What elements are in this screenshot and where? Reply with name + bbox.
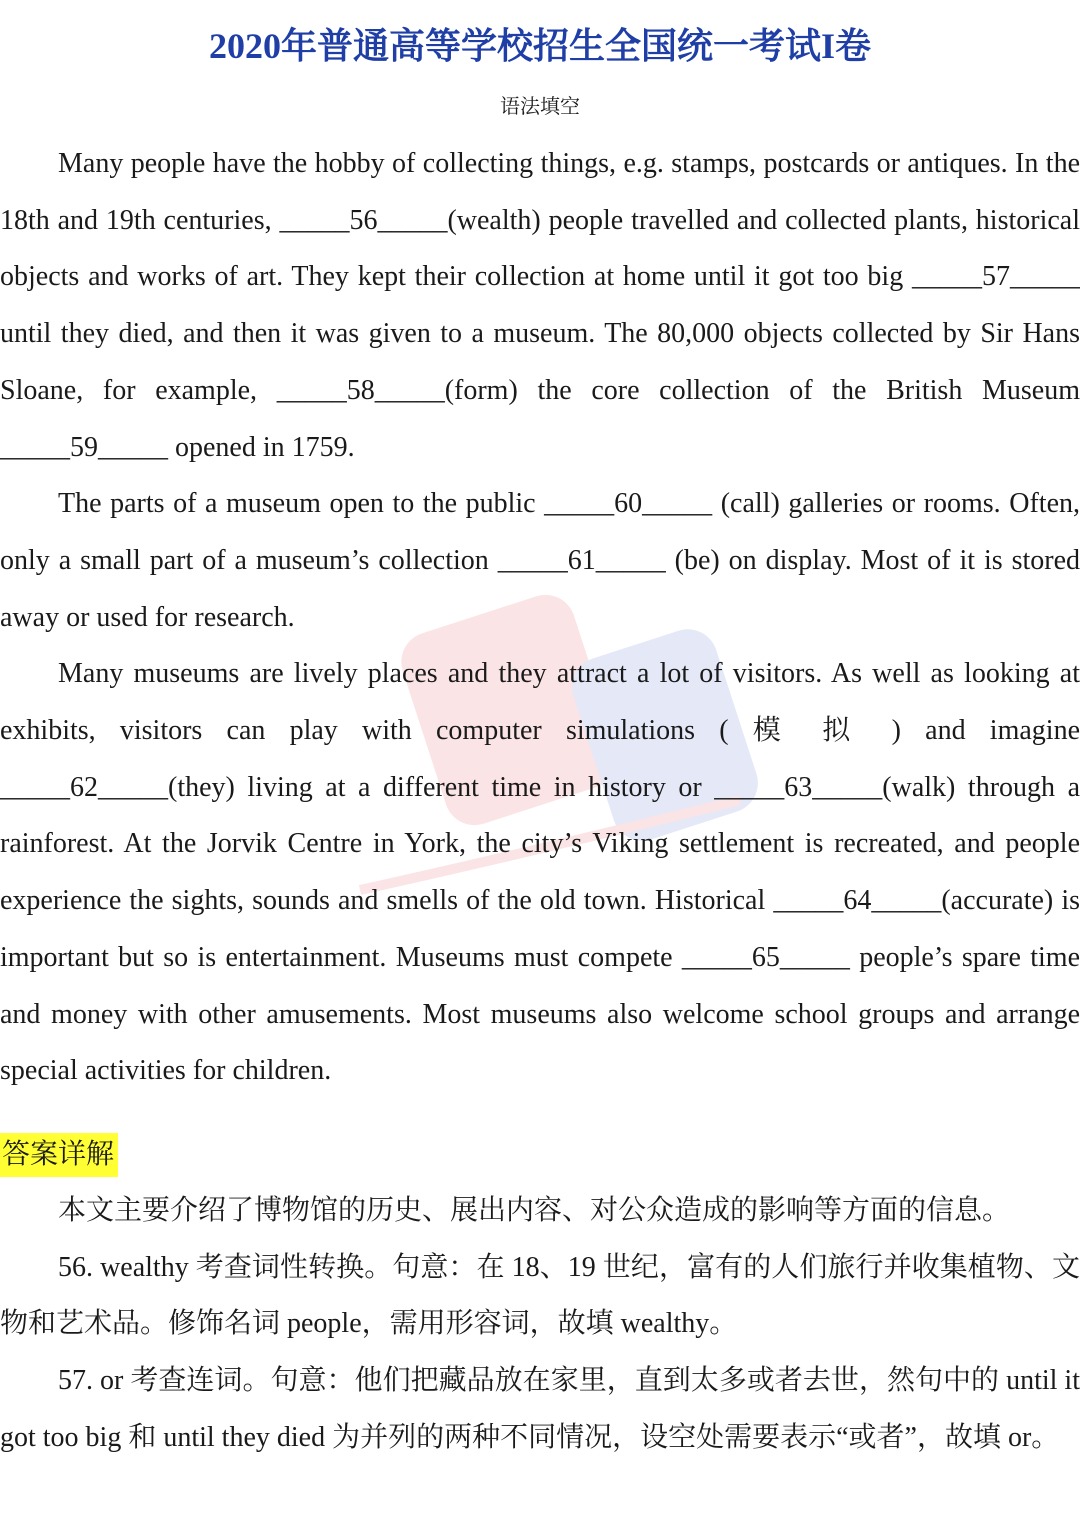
answer-56: 56. wealthy 考查词性转换。句意：在 18、19 世纪，富有的人们旅行并收集植物、文物和艺术品。修饰名词 people，需用形容词，故填 wealthy。 (0, 1251, 1080, 1340)
answer-57: 57. or 考查连词。句意：他们把藏品放在家里，直到太多或者去世，然句中的 until it got too big 和 until they died 为并列的两种不同情况，设空处需要表示“或者”，故填 or。 (0, 1365, 1080, 1453)
passage-paragraph-3: Many museums are lively places and they attract a lot of visitors. As well as looking at exhibits, visitors can play with computer simulations ( 模 拟 ) and imagine _____62_____(they) living at a different time in history or _____63_____(walk) through a rainforest. At the Jorvik Centre in York, the city’s Viking settlement is recreated, and people experience the sights, sounds and smells of the old town. Historical _____64_____(accurate) is important but so is entertainment. Museums must compete _____65_____ people’s spare time and money with other amusements. Most museums also welcome school groups and arrange special activities for children. (0, 658, 1080, 1087)
section-subtitle: 语法填空 (500, 96, 580, 118)
passage-paragraph-1: Many people have the hobby of collecting things, e.g. stamps, postcards or antiques. In the 18th and 19th centuries, _____56_____(wealth) people travelled and collected plants, historical objects and works of art. They kept their collection at home until it got too big _____57_____ until they died, and then it was given to a museum. The 80,000 objects collected by Sir Hans Sloane, for example, _____58_____(form) the core collection of the British Museum _____59_____ opened in 1759. (0, 148, 1080, 463)
page-title: 2020年普通高等学校招生全国统一考试I卷 (208, 26, 871, 66)
answers-section (0, 1183, 1080, 1467)
answers-summary: 本文主要介绍了博物馆的历史、展出内容、对公众造成的影响等方面的信息。 (58, 1195, 1011, 1226)
passage-paragraph-2: The parts of a museum open to the public _____60_____ (call) galleries or rooms. Often, only a small part of a museum’s collection _____61_____ (be) on display. Most of it is stored away or used for research. (0, 488, 1080, 633)
passage (0, 136, 1080, 1100)
answers-heading: 答案详解 (0, 1133, 118, 1177)
